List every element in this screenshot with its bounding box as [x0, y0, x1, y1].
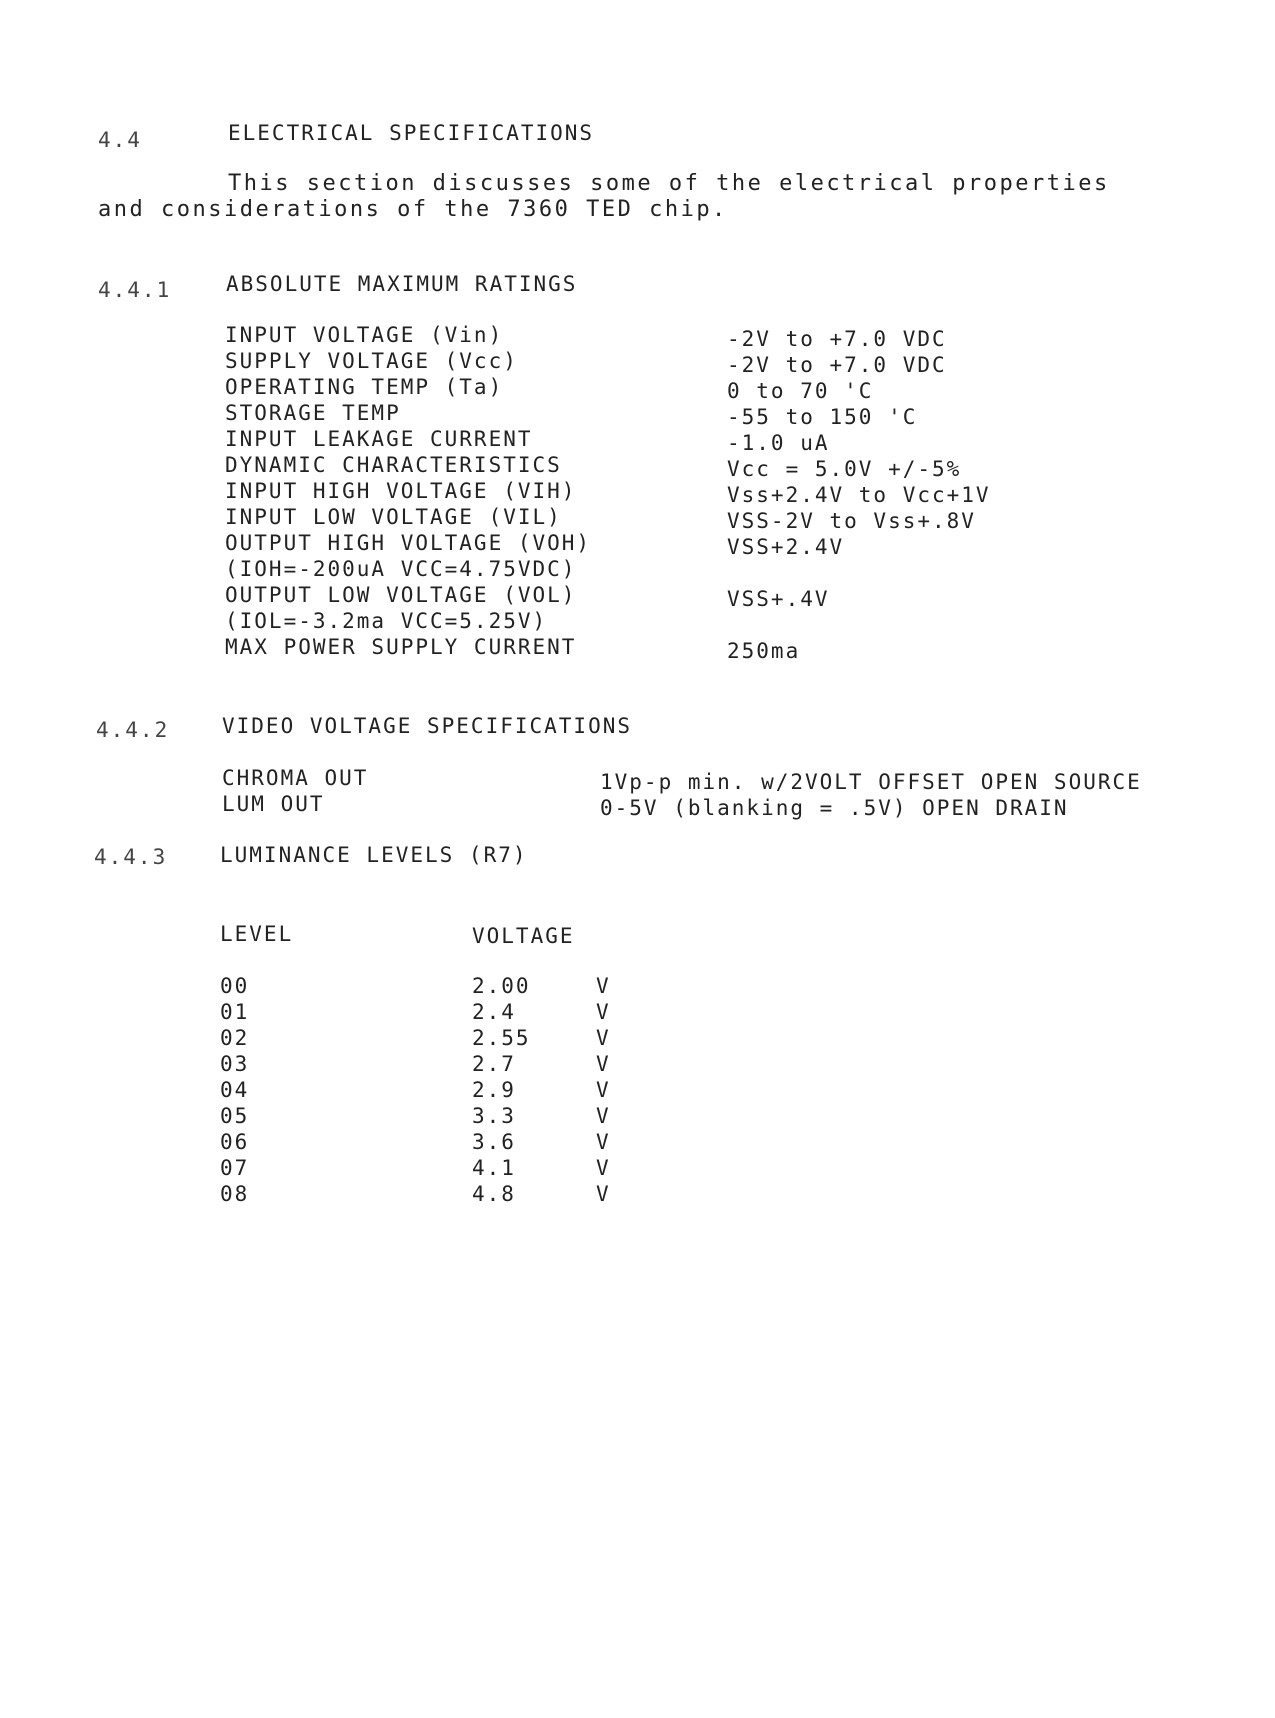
- rating-label: STORAGE TEMP: [225, 401, 401, 425]
- intro-line-2: and considerations of the 7360 TED chip.: [98, 197, 728, 222]
- section-number: 4.4: [98, 128, 142, 152]
- luminance-unit: V: [596, 1130, 611, 1154]
- subsection-number: 4.4.2: [96, 718, 170, 742]
- subsection-number: 4.4.1: [98, 278, 172, 302]
- rating-label: MAX POWER SUPPLY CURRENT: [225, 635, 577, 659]
- luminance-voltage: 2.7: [472, 1052, 516, 1076]
- rating-value: -2V to +7.0 VDC: [727, 353, 947, 377]
- rating-label: (IOH=-200uA VCC=4.75VDC): [225, 557, 577, 581]
- rating-value: Vss+2.4V to Vcc+1V: [727, 483, 991, 507]
- rating-label: OUTPUT LOW VOLTAGE (VOL): [225, 583, 577, 607]
- rating-value: -2V to +7.0 VDC: [727, 327, 947, 351]
- luminance-level: 07: [220, 1156, 250, 1180]
- rating-label: INPUT LOW VOLTAGE (VIL): [225, 505, 562, 529]
- luminance-unit: V: [596, 1182, 611, 1206]
- rating-value: VSS+.4V: [727, 587, 830, 611]
- luminance-voltage: 2.00: [472, 974, 531, 998]
- rating-label: DYNAMIC CHARACTERISTICS: [225, 453, 562, 477]
- subsection-title: LUMINANCE LEVELS (R7): [220, 843, 528, 867]
- luminance-level: 00: [220, 974, 250, 998]
- rating-label: (IOL=-3.2ma VCC=5.25V): [225, 609, 548, 633]
- rating-label: OUTPUT HIGH VOLTAGE (VOH): [225, 531, 592, 555]
- subsection-title: VIDEO VOLTAGE SPECIFICATIONS: [222, 714, 633, 738]
- luminance-voltage: 2.55: [472, 1026, 531, 1050]
- luminance-voltage: 3.3: [472, 1104, 516, 1128]
- rating-value: -55 to 150 'C: [727, 405, 918, 429]
- column-header-level: LEVEL: [220, 922, 294, 946]
- luminance-level: 03: [220, 1052, 250, 1076]
- rating-label: INPUT HIGH VOLTAGE (VIH): [225, 479, 577, 503]
- rating-label: INPUT VOLTAGE (Vin): [225, 323, 504, 347]
- rating-value: VSS+2.4V: [727, 535, 845, 559]
- luminance-voltage: 3.6: [472, 1130, 516, 1154]
- rating-value: 0 to 70 'C: [727, 379, 874, 403]
- luminance-unit: V: [596, 1052, 611, 1076]
- luminance-level: 02: [220, 1026, 250, 1050]
- luminance-voltage: 2.9: [472, 1078, 516, 1102]
- intro-line-1: This section discusses some of the electrical properties: [228, 171, 1110, 196]
- luminance-level: 05: [220, 1104, 250, 1128]
- luminance-unit: V: [596, 1104, 611, 1128]
- luminance-voltage: 4.1: [472, 1156, 516, 1180]
- luminance-level: 06: [220, 1130, 250, 1154]
- luminance-unit: V: [596, 1026, 611, 1050]
- subsection-title: ABSOLUTE MAXIMUM RATINGS: [226, 272, 578, 296]
- section-title: ELECTRICAL SPECIFICATIONS: [228, 121, 595, 145]
- video-value: 0-5V (blanking = .5V) OPEN DRAIN: [600, 796, 1069, 820]
- rating-value: 250ma: [727, 639, 801, 663]
- luminance-level: 04: [220, 1078, 250, 1102]
- rating-label: SUPPLY VOLTAGE (Vcc): [225, 349, 518, 373]
- luminance-voltage: 4.8: [472, 1182, 516, 1206]
- rating-label: OPERATING TEMP (Ta): [225, 375, 504, 399]
- subsection-number: 4.4.3: [94, 845, 168, 869]
- column-header-voltage: VOLTAGE: [472, 924, 575, 948]
- luminance-unit: V: [596, 1078, 611, 1102]
- luminance-unit: V: [596, 1000, 611, 1024]
- luminance-unit: V: [596, 1156, 611, 1180]
- video-label: LUM OUT: [222, 792, 325, 816]
- luminance-level: 08: [220, 1182, 250, 1206]
- luminance-unit: V: [596, 974, 611, 998]
- video-label: CHROMA OUT: [222, 766, 369, 790]
- luminance-level: 01: [220, 1000, 250, 1024]
- rating-label: INPUT LEAKAGE CURRENT: [225, 427, 533, 451]
- rating-value: VSS-2V to Vss+.8V: [727, 509, 976, 533]
- rating-value: -1.0 uA: [727, 431, 830, 455]
- luminance-voltage: 2.4: [472, 1000, 516, 1024]
- video-value: 1Vp-p min. w/2VOLT OFFSET OPEN SOURCE: [600, 770, 1142, 794]
- rating-value: Vcc = 5.0V +/-5%: [727, 457, 962, 481]
